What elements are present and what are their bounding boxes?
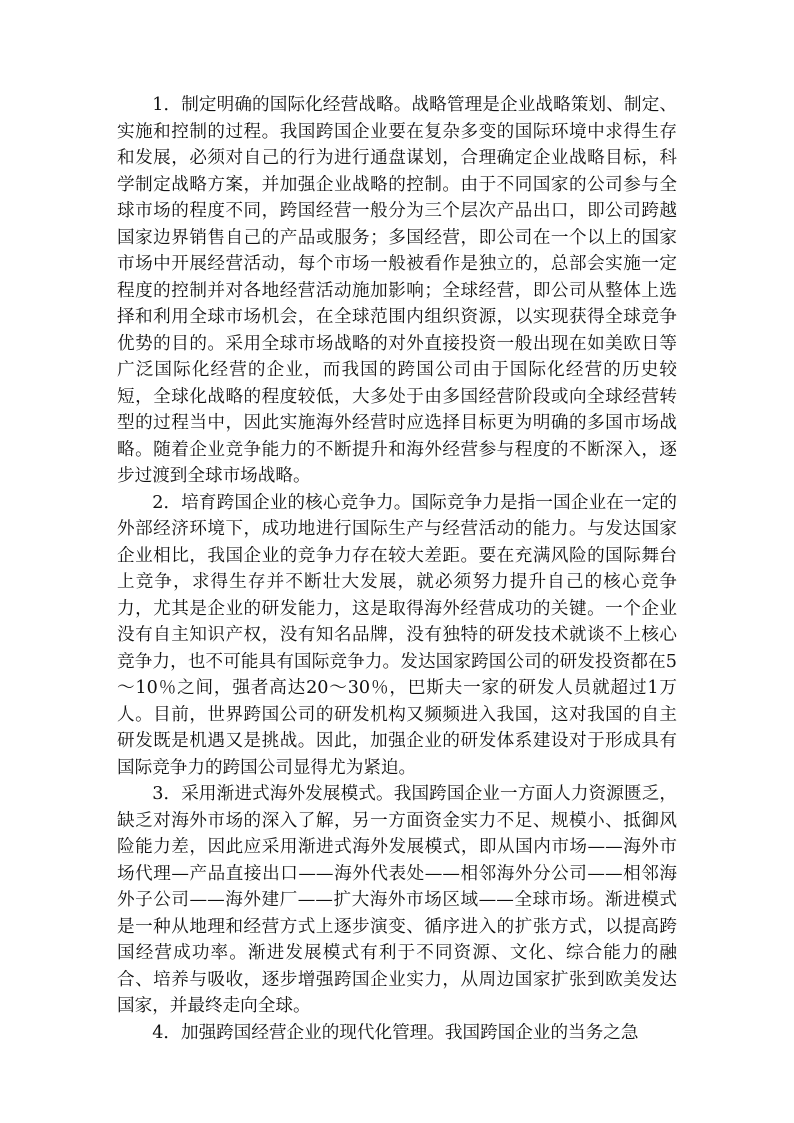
document-page — [117, 92, 677, 1046]
paragraph-gradual-expansion-model: 3．采用渐进式海外发展模式。我国跨国企业一方面人力资源匮乏，缺乏对海外市场的深入了解，另一方面资金实力不足、规模小、抵御风险能力差，因此应采用渐进式海外发展模式，即从国内市场——海外市场代理—产品直接出口——海外代表处——相邻海外分公司——相邻海外子公司——海外建厂——扩大海外市场区域——全球市场。渐进模式是一种从地理和经营方式上逐步演变、循序进入的扩张方式，以提高跨国经营成功率。渐进发展模式有利于不同资源、文化、综合能力的融合、培养与吸收，逐步增强跨国企业实力，从周边国家扩张到欧美发达国家，并最终走向全球。 — [117, 784, 677, 1016]
paragraph-core-competitiveness: 2．培育跨国企业的核心竞争力。国际竞争力是指一国企业在一定的外部经济环境下，成功地进行国际生产与经营活动的能力。与发达国家企业相比，我国企业的竞争力存在较大差距。要在充满风险的国际舞台上竞争，求得生存并不断壮大发展，就必须努力提升自己的核心竞争力，尤其是企业的研发能力，这是取得海外经营成功的关键。一个企业没有自主知识产权，没有知名品牌，没有独特的研发技术就谈不上核心竞争力，也不可能具有国际竞争力。发达国家跨国公司的研发投资都在5～10％之间，强者高达20～30％，巴斯夫一家的研发人员就超过1万人。目前，世界跨国公司的研发机构又频频进入我国，这对我国的自主研发既是机遇又是挑战。因此，加强企业的研发体系建设对于形成具有国际竞争力的跨国公司显得尤为紧迫。 — [117, 492, 677, 778]
paragraph-modern-management: 4．加强跨国经营企业的现代化管理。我国跨国企业的当务之急 — [152, 1022, 639, 1043]
paragraph-international-strategy: 1．制定明确的国际化经营战略。战略管理是企业战略策划、制定、实施和控制的过程。我国跨国企业要在复杂多变的国际环境中求得生存和发展，必须对自己的行为进行通盘谋划，合理确定企业战略目标，科学制定战略方案，并加强企业战略的控制。由于不同国家的公司参与全球市场的程度不同，跨国经营一般分为三个层次产品出口，即公司跨越国家边界销售自己的产品或服务；多国经营，即公司在一个以上的国家市场中开展经营活动，每个市场一般被看作是独立的，总部会实施一定程度的控制并对各地经营活动施加影响；全球经营，即公司从整体上选择和利用全球市场机会，在全球范围内组织资源，以实现获得全球竞争优势的目的。采用全球市场战略的对外直接投资一般出现在如美欧日等广泛国际化经营的企业，而我国的跨国公司由于国际化经营的历史较短，全球化战略的程度较低，大多处于由多国经营阶段或向全球经营转型的过程当中，因此实施海外经营时应选择目标更为明确的多国市场战略。随着企业竞争能力的不断提升和海外经营参与程度的不断深入，逐步过渡到全球市场战略。 — [117, 95, 677, 486]
